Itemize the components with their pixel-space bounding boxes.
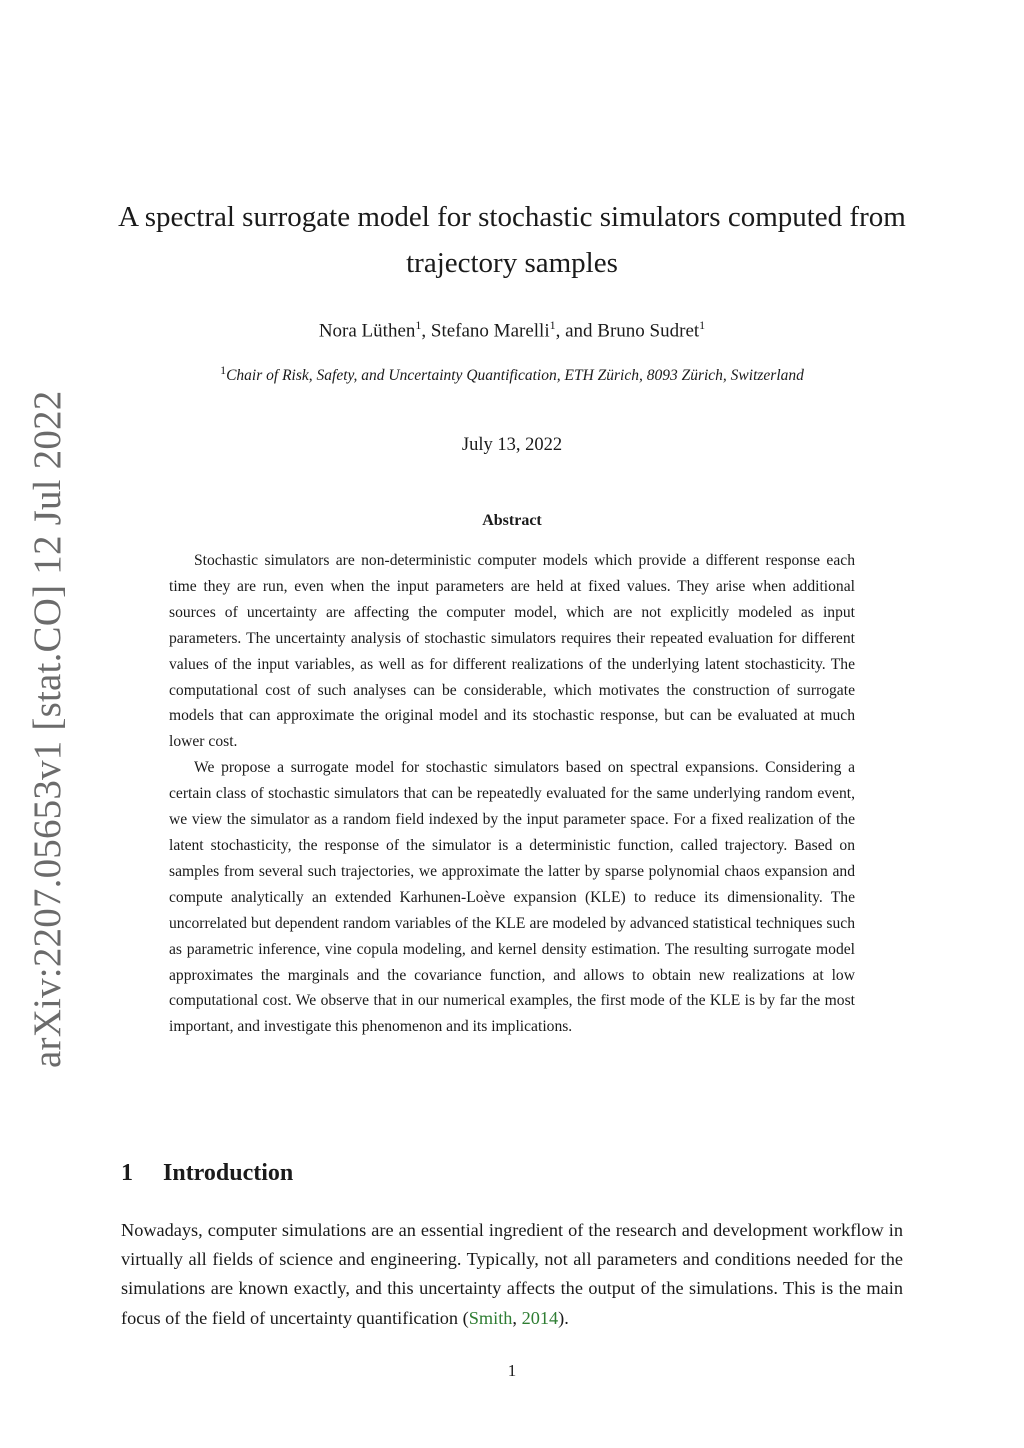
author-separator: , [421, 320, 431, 342]
abstract-paragraph: We propose a surrogate model for stochastic simulators based on spectral expansions. Considering a certain class of stochastic simulators that can be repeatedly evaluated for the same underlying random event, we view the simulator as a random field indexed by the input parameter space. For a fixed realization of the latent stochasticity, the response of the simulator is a deterministic function, called trajectory. Based on samples from several such trajectories, we approximate the latter by sparse polynomial chaos expansion and compute analytically an extended Karhunen-Loève expansion (KLE) to reduce its dimensionality. The uncorrelated but dependent random variables of the KLE are modeled by advanced statistical techniques such as parametric inference, vine copula modeling, and kernel density estimation. The resulting surrogate model approximates the marginals and the covariance function, and allows to obtain new realizations at low computational cost. We observe that in our numerical examples, the first mode of the KLE is by far the most important, and investigate this phenomenon and its implications. [169, 759, 855, 1036]
author-affil-mark: 1 [699, 318, 706, 332]
author-name: Bruno Sudret [597, 320, 700, 342]
abstract-body [169, 548, 855, 1040]
author-name: Stefano Marelli [430, 320, 550, 342]
author-affil-mark: 1 [549, 318, 556, 332]
paper-date: July 13, 2022 [461, 435, 563, 455]
citation-author-link[interactable]: Smith [468, 1307, 513, 1328]
citation-separator: , [512, 1307, 522, 1328]
page-number: 1 [507, 1361, 517, 1380]
arxiv-identifier-stamp: arXiv:2207.05653v1 [stat.CO] 12 Jul 2022 [26, 390, 69, 1068]
intro-text-end: ). [558, 1307, 569, 1328]
section-heading-introduction [121, 1156, 293, 1190]
author-affil-mark: 1 [415, 318, 422, 332]
affiliation-text: Chair of Risk, Safety, and Uncertainty Quantification, ETH Zürich, 8093 Zürich, Switzerland [226, 367, 804, 385]
author-name: Nora Lüthen [318, 320, 416, 342]
abstract-heading: Abstract [482, 512, 542, 529]
section-number: 1 [121, 1160, 133, 1186]
paper-title: A spectral surrogate model for stochastic simulators computed from trajectory samples [118, 201, 906, 279]
section-title: Introduction [163, 1160, 294, 1186]
author-list [112, 312, 912, 344]
author-separator: , and [555, 320, 598, 342]
citation-year-link[interactable]: 2014 [521, 1307, 559, 1328]
affiliation [112, 358, 912, 388]
intro-text: Nowadays, computer simulations are an essential ingredient of the research and development workflow in virtually all fields of science and engineering. Typically, not all parameters and conditions needed for the simulations are known exactly, and this uncertainty affects the output of the simulations. This is the main focus of the field of uncertainty quantification ( [121, 1220, 903, 1328]
abstract-paragraph: Stochastic simulators are non-deterministic computer models which provide a different response each time they are run, even when the input parameters are held at fixed values. They arise when additional sources of uncertainty are affecting the computer model, which are not explicitly modeled as input parameters. The uncertainty analysis of stochastic simulators requires their repeated evaluation for different values of the input variables, as well as for different realizations of the underlying latent stochasticity. The computational cost of such analyses can be considerable, which motivates the construction of surrogate models that can approximate the original model and its stochastic response, but can be evaluated at much lower cost. [169, 552, 855, 751]
affiliation-number: 1 [220, 363, 227, 377]
introduction-paragraph [121, 1216, 903, 1333]
